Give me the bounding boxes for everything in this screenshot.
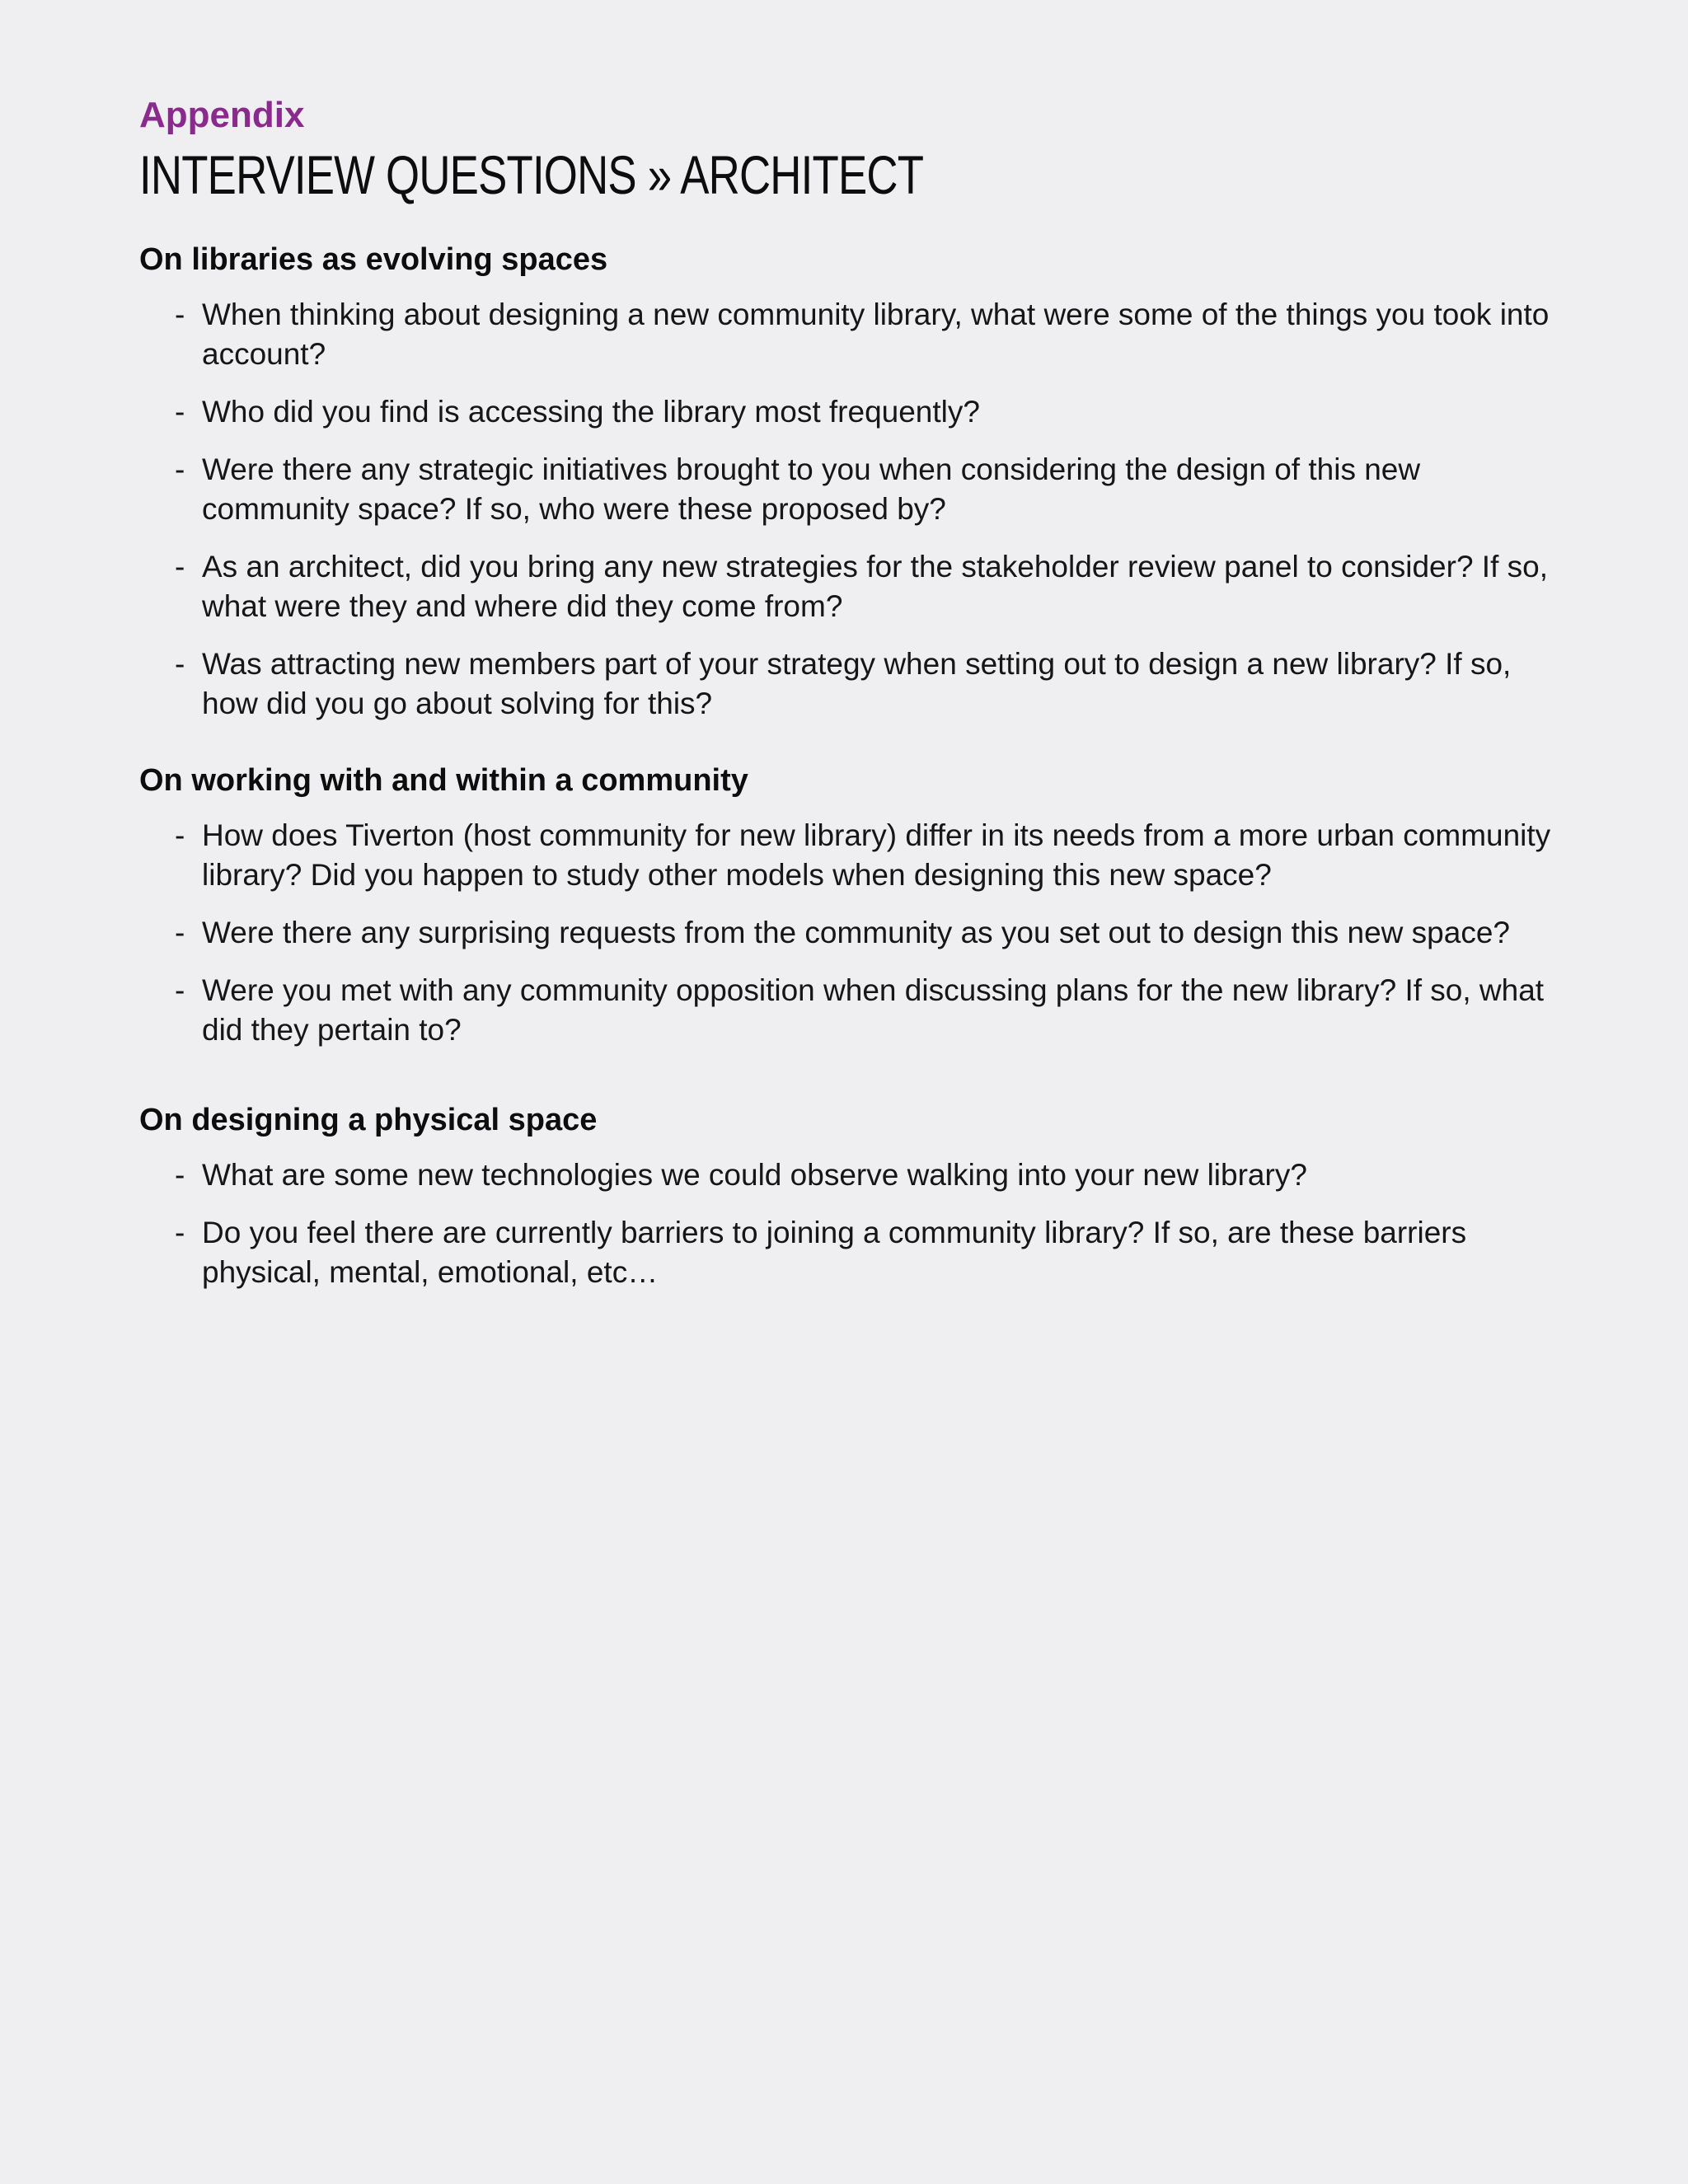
question-item xyxy=(139,816,1557,895)
question-text: How does Tiverton (host community for new library) differ in its needs from a more urban community library? Did you happen to study other models when designing this new space? xyxy=(202,818,1551,892)
bullet-dash: - xyxy=(175,452,185,486)
bullet-dash: - xyxy=(175,1158,185,1192)
question-list xyxy=(139,295,1557,724)
bullet-dash: - xyxy=(175,550,185,583)
section-libraries xyxy=(139,239,1557,724)
question-item xyxy=(139,644,1557,724)
question-text: Do you feel there are currently barriers to joining a community library? If so, are these barriers physical, mental, emotional, etc… xyxy=(202,1216,1467,1289)
bullet-dash: - xyxy=(175,395,185,429)
bullet-dash: - xyxy=(175,1216,185,1249)
question-text: What are some new technologies we could observe walking into your new library? xyxy=(202,1158,1307,1192)
document-page xyxy=(139,89,1557,1292)
question-list xyxy=(139,816,1557,1050)
bullet-dash: - xyxy=(175,647,185,681)
bullet-dash: - xyxy=(175,298,185,331)
question-text: Was attracting new members part of your strategy when setting out to design a new library? If so, how did you go about solving for this? xyxy=(202,647,1512,720)
question-list xyxy=(139,1155,1557,1292)
question-item xyxy=(139,295,1557,374)
question-text: As an architect, did you bring any new strategies for the stakeholder review panel to consider? If so, what were they and where did they come from? xyxy=(202,550,1549,623)
question-item xyxy=(139,450,1557,529)
bullet-dash: - xyxy=(175,916,185,949)
question-item xyxy=(139,1213,1557,1292)
question-text: Were you met with any community opposition when discussing plans for the new library? If so, what did they pertain to? xyxy=(202,973,1545,1047)
section-heading: On designing a physical space xyxy=(139,1103,598,1137)
bullet-dash: - xyxy=(175,818,185,852)
question-text: When thinking about designing a new community library, what were some of the things you took into account? xyxy=(202,298,1550,371)
question-item xyxy=(139,971,1557,1050)
appendix-label: Appendix xyxy=(139,95,305,135)
section-heading: On working with and within a community xyxy=(139,763,748,798)
question-text: Were there any strategic initiatives brought to you when considering the design of this new community space? If so, who were these proposed by? xyxy=(202,452,1421,526)
page-title: INTERVIEW QUESTIONS » ARCHITECT xyxy=(139,144,924,205)
question-item xyxy=(139,1155,1557,1195)
bullet-dash: - xyxy=(175,973,185,1007)
section-community xyxy=(139,760,1557,1050)
section-heading: On libraries as evolving spaces xyxy=(139,242,608,277)
question-item xyxy=(139,913,1557,953)
question-item xyxy=(139,392,1557,432)
question-text: Were there any surprising requests from the community as you set out to design this new space? xyxy=(202,916,1510,949)
question-item xyxy=(139,547,1557,626)
section-physical-space xyxy=(139,1099,1557,1292)
question-text: Who did you find is accessing the library most frequently? xyxy=(202,395,980,429)
